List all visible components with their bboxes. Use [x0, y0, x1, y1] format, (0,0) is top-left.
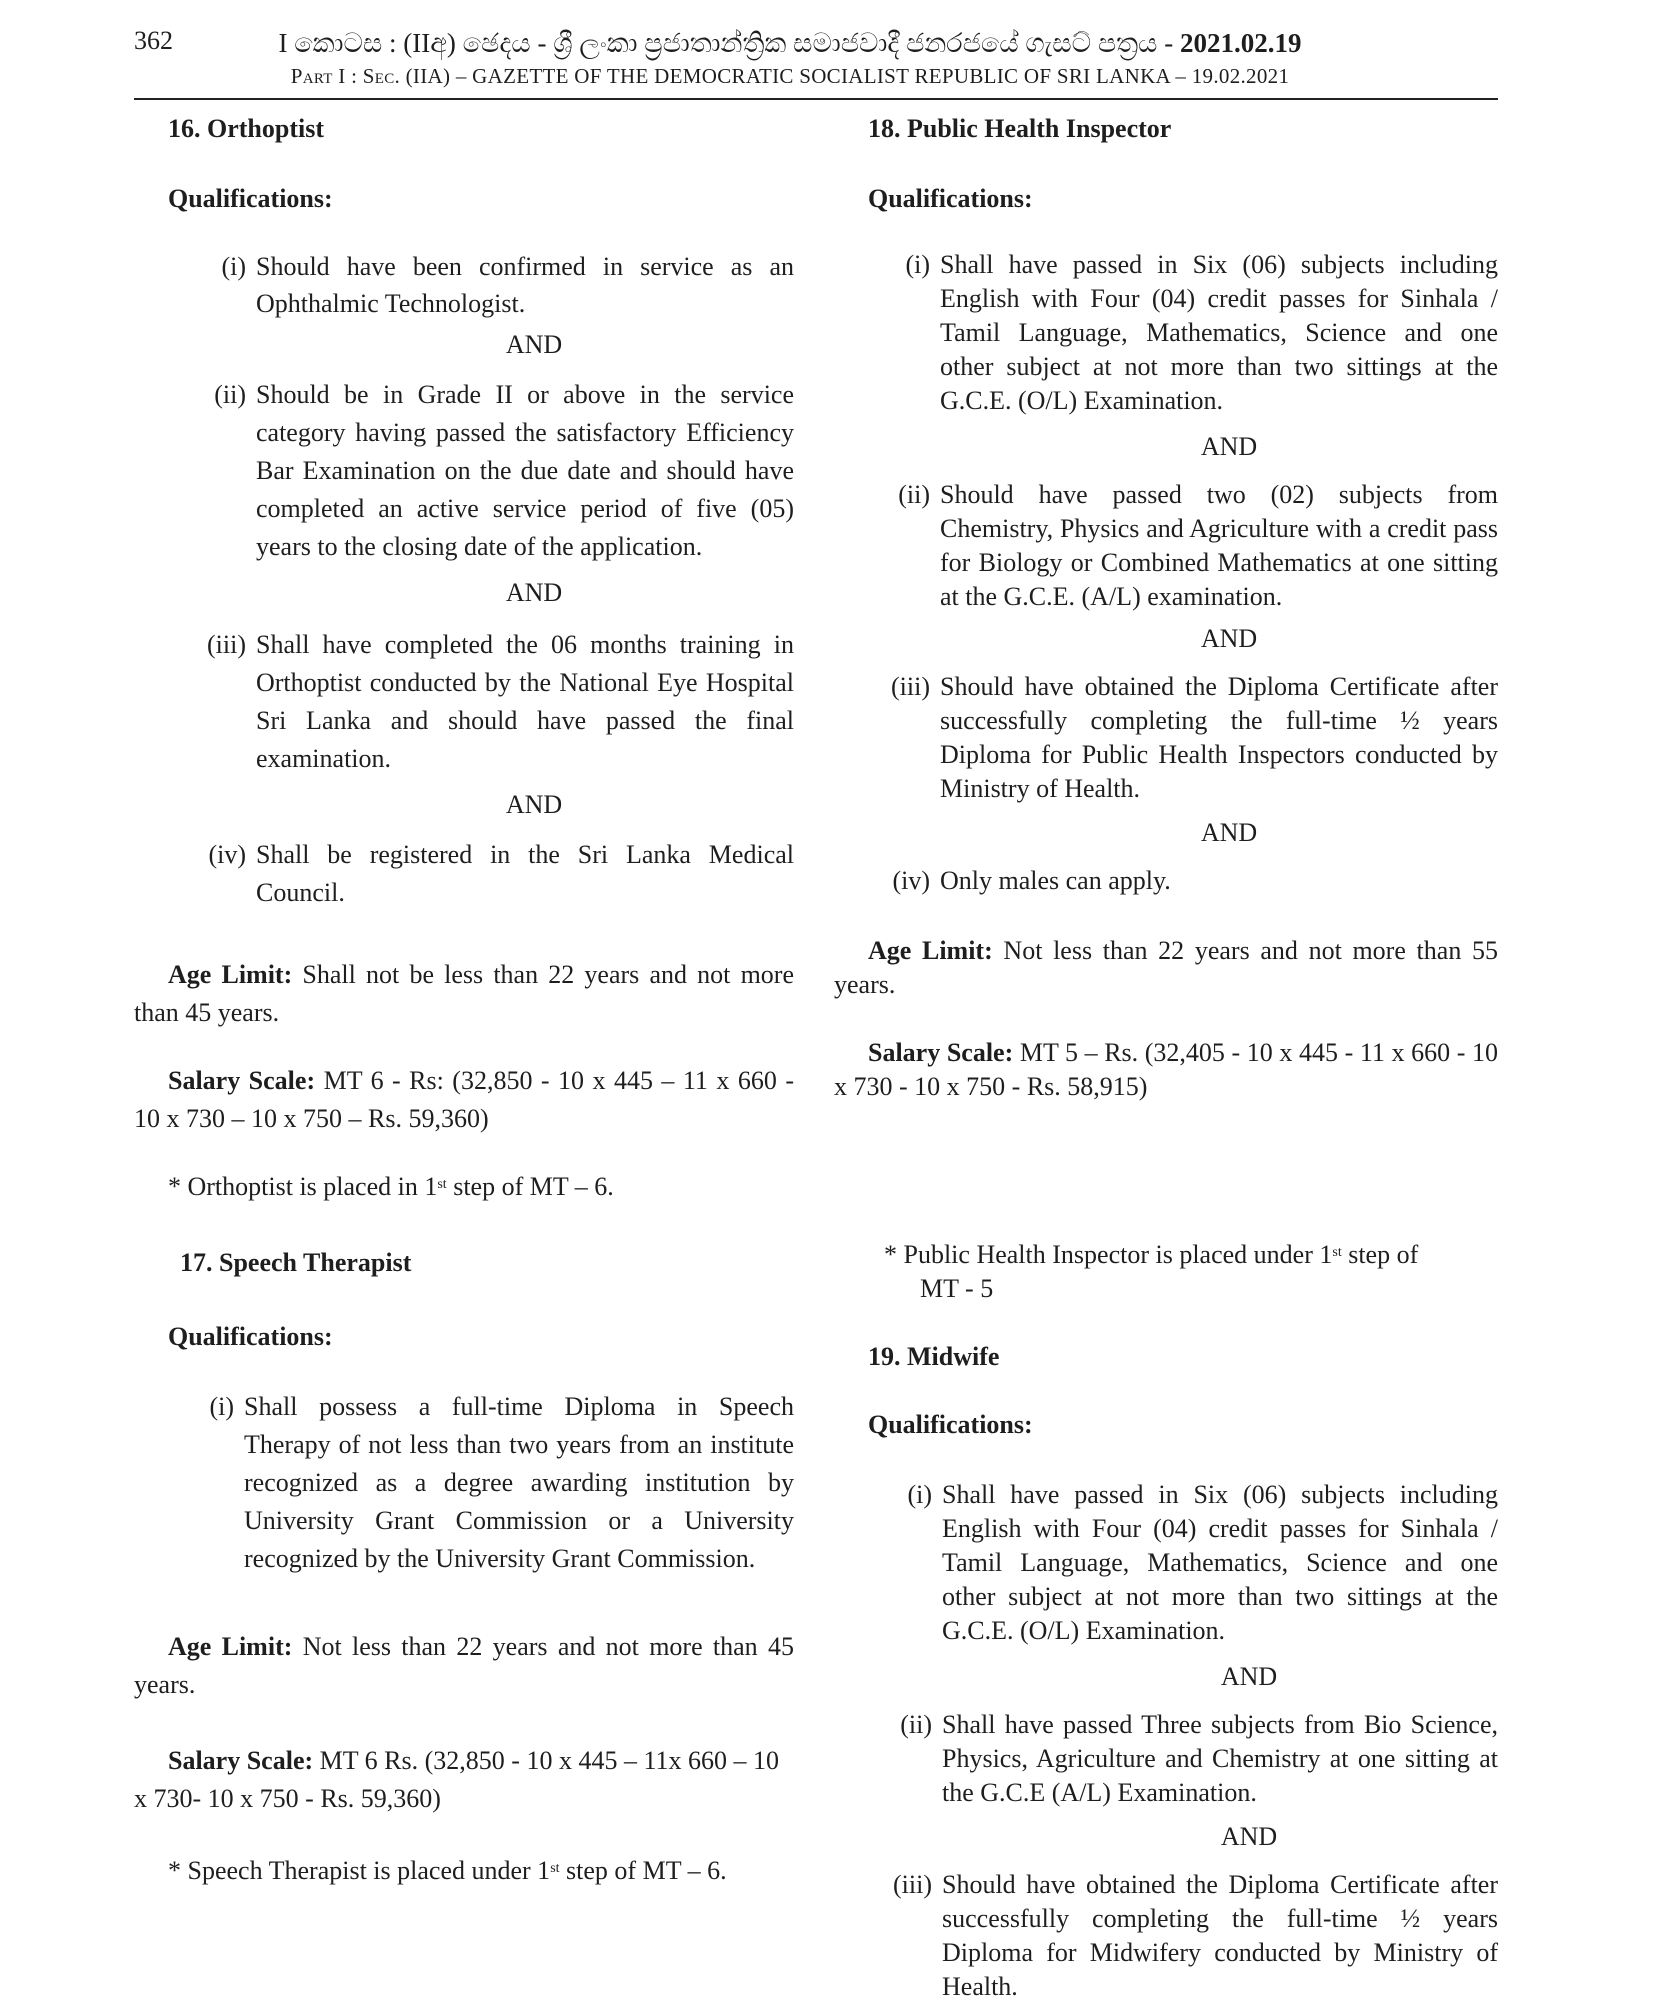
- item-text: Shall have completed the 06 months training in Orthoptist conducted by the National Eye Hospital Sri Lanka and should have passed the final examination.: [256, 630, 794, 773]
- salary-scale-label: Salary Scale:: [168, 1746, 314, 1775]
- item-text: Should have obtained the Diploma Certificate after successfully completing the full-time ½ years Diploma for Public Health Inspectors conducted by Ministry of Health.: [940, 672, 1498, 803]
- qualifications-label-17: Qualifications:: [168, 1322, 333, 1351]
- english-header: [200, 64, 1380, 89]
- english-part: Part I : Sec.: [290, 64, 401, 88]
- note-text-b: step of MT – 6.: [559, 1856, 727, 1885]
- item-number: (i): [209, 1392, 234, 1421]
- section-heading-17: 17. Speech Therapist: [180, 1248, 412, 1277]
- salary-scale-17: [134, 1742, 794, 1818]
- section-heading-19: 19. Midwife: [868, 1342, 1000, 1371]
- item-text: Should have been confirmed in service as an Ophthalmic Technologist.: [256, 252, 794, 318]
- and-separator: AND: [1200, 624, 1258, 653]
- item-text: Shall have passed in Six (06) subjects including English with Four (04) credit passes for Sinhala / Tamil Language, Mathematics, Science and one other subject at not more than two sittings at the G.C.E. (O/L) Examination.: [942, 1480, 1498, 1645]
- item-number: (ii): [214, 380, 246, 409]
- section-heading-18: 18. Public Health Inspector: [868, 114, 1172, 143]
- item-number: (ii): [898, 480, 930, 509]
- item-text: Should have obtained the Diploma Certificate after successfully completing the full-time ½ years Diploma for Midwifery conducted by Ministry of Health.: [942, 1870, 1498, 2001]
- age-limit-16: [134, 956, 794, 1032]
- section-heading-16: 16. Orthoptist: [168, 114, 324, 143]
- and-separator: AND: [1200, 818, 1258, 847]
- header-rule: [134, 98, 1498, 100]
- and-separator: AND: [1220, 1822, 1278, 1851]
- sinhala-title: I කොටස : (IIඅ) ඡෙදය - ශ්‍රී ලංකා ප්‍රජාතාන්ත්‍රික සමාජවාදී ජනරජයේ ගැසට් පත්‍රය -: [278, 28, 1180, 58]
- age-limit-text: Shall not be less than 22 years and not more than 45 years.: [134, 960, 794, 1027]
- salary-scale-18: [834, 1036, 1498, 1104]
- salary-scale-label: Salary Scale:: [868, 1038, 1014, 1067]
- note-superscript: st: [437, 1177, 447, 1192]
- and-separator: AND: [505, 330, 563, 359]
- age-limit-label: Age Limit:: [868, 936, 993, 965]
- placement-note-16: [168, 1168, 808, 1205]
- age-limit-label: Age Limit:: [168, 1632, 293, 1661]
- age-limit-text: Not less than 22 years and not more than 45 years.: [134, 1632, 794, 1699]
- item-text: Only males can apply.: [940, 866, 1171, 895]
- note-text-a: * Speech Therapist is placed under 1: [168, 1856, 551, 1885]
- qualifications-label-18: Qualifications:: [868, 184, 1033, 213]
- and-separator: AND: [505, 578, 563, 607]
- and-separator: AND: [505, 790, 563, 819]
- item-number: (ii): [900, 1710, 932, 1739]
- placement-note-18-cont: MT - 5: [920, 1274, 994, 1303]
- item-number: (iii): [207, 630, 246, 659]
- item-text: Shall have passed Three subjects from Bio Science, Physics, Agriculture and Chemistry at one sitting at the G.C.E (A/L) Examination.: [942, 1710, 1498, 1807]
- item-text: Shall have passed in Six (06) subjects including English with Four (04) credit passes for Sinhala / Tamil Language, Mathematics, Science and one other subject at not more than two sittings at the G.C.E. (O/L) Examination.: [940, 250, 1498, 415]
- age-limit-18: [834, 934, 1498, 1002]
- salary-scale-16: [134, 1062, 794, 1138]
- item-number: (iii): [893, 1870, 932, 1899]
- page-number: 362: [134, 26, 173, 55]
- sinhala-date: 2021.02.19: [1179, 28, 1302, 58]
- placement-note-18: [884, 1238, 1498, 1272]
- item-text: Shall possess a full-time Diploma in Speech Therapy of not less than two years from an institute recognized as a degree awarding institution by University Grant Commission or a University recognized by the University Grant Commission.: [244, 1392, 794, 1573]
- item-number: (iv): [208, 840, 246, 869]
- item-number: (i): [221, 252, 246, 281]
- age-limit-text: Not less than 22 years and not more than 55 years.: [834, 936, 1498, 999]
- salary-scale-text: MT 5 – Rs. (32,405 - 10 x 445 - 11 x 660 - 10 x 730 - 10 x 750 - Rs. 58,915): [834, 1038, 1498, 1101]
- and-separator: AND: [1220, 1662, 1278, 1691]
- salary-scale-label: Salary Scale:: [168, 1066, 316, 1095]
- and-separator: AND: [1200, 432, 1258, 461]
- item-text: Should have passed two (02) subjects from Chemistry, Physics and Agriculture with a credit pass for Biology or Combined Mathematics at one sitting at the G.C.E. (A/L) examination.: [940, 480, 1498, 611]
- qualifications-label-16: Qualifications:: [168, 184, 333, 213]
- note-text-a: * Orthoptist is placed in 1: [168, 1172, 438, 1201]
- placement-note-17: [168, 1852, 808, 1889]
- qualifications-label-19: Qualifications:: [868, 1410, 1033, 1439]
- note-superscript: st: [550, 1861, 560, 1876]
- sinhala-header: [200, 28, 1380, 60]
- note-superscript: st: [1332, 1245, 1342, 1260]
- item-number: (i): [905, 250, 930, 279]
- english-title: (IIA) – GAZETTE OF THE DEMOCRATIC SOCIALIST REPUBLIC OF SRI LANKA – 19.02.2021: [400, 64, 1290, 88]
- item-number: (i): [907, 1480, 932, 1509]
- age-limit-label: Age Limit:: [168, 960, 293, 989]
- note-text-a: * Public Health Inspector is placed under 1: [884, 1240, 1333, 1269]
- item-text: Should be in Grade II or above in the service category having passed the satisfactory Efficiency Bar Examination on the due date and should have completed an active service period of five (05) years to the closing date of the application.: [256, 380, 794, 561]
- age-limit-17: [134, 1628, 794, 1704]
- salary-scale-text: MT 6 Rs. (32,850 - 10 x 445 – 11x 660 – 10 x 730- 10 x 750 - Rs. 59,360): [134, 1746, 779, 1813]
- item-text: Shall be registered in the Sri Lanka Medical Council.: [256, 840, 794, 907]
- item-number: (iii): [891, 672, 930, 701]
- note-text-b: step of MT – 6.: [446, 1172, 614, 1201]
- note-text-b: step of: [1341, 1240, 1419, 1269]
- item-number: (iv): [892, 866, 930, 895]
- salary-scale-text: MT 6 - Rs: (32,850 - 10 x 445 – 11 x 660 - 10 x 730 – 10 x 750 – Rs. 59,360): [134, 1066, 794, 1133]
